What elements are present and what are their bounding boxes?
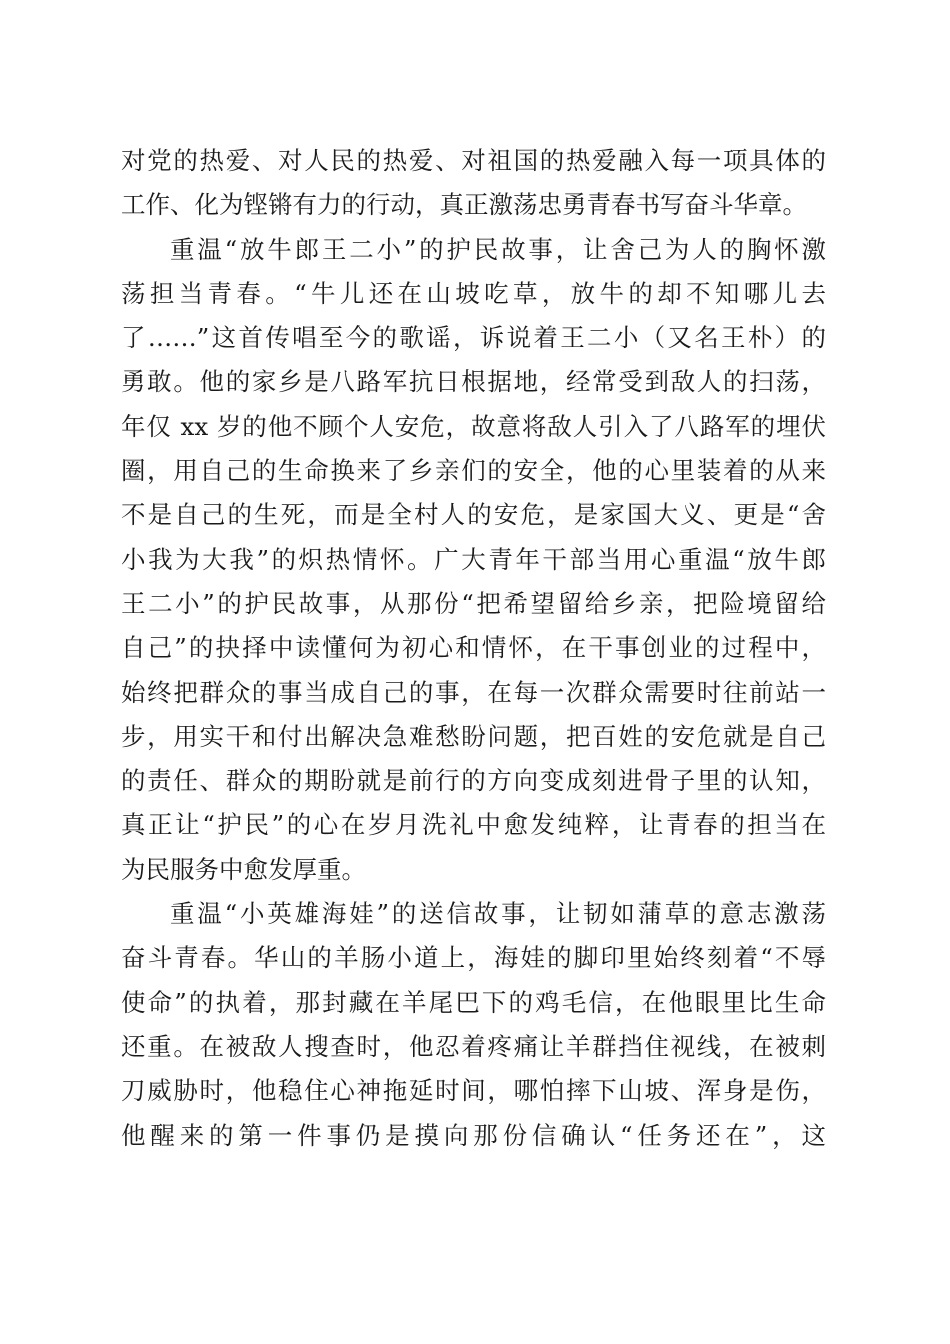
text-line: 真正让“护民”的心在岁月洗礼中愈发纯粹，让青春的担当在 (121, 810, 826, 840)
text-line: 了……”这首传唱至今的歌谣，诉说着王二小（又名王朴）的 (121, 323, 826, 353)
text-line: 重温“小英雄海娃”的送信故事，让韧如蒲草的意志激荡 (170, 899, 826, 929)
text-line: 他醒来的第一件事仍是摸向那份信确认“任务还在”，这 (121, 1120, 826, 1150)
text-line: 步，用实干和付出解决急难愁盼问题，把百姓的安危就是自己 (121, 721, 826, 751)
text-line: 自己”的抉择中读懂何为初心和情怀，在干事创业的过程中， (121, 633, 826, 663)
text-line: 奋斗青春。华山的羊肠小道上，海娃的脚印里始终刻着“不辱 (121, 943, 826, 973)
text-line: 对党的热爱、对人民的热爱、对祖国的热爱融入每一项具体的 (121, 146, 826, 175)
text-line: 还重。在被敌人搜查时，他忍着疼痛让羊群挡住视线，在被刺 (121, 1031, 826, 1061)
text-line: 小我为大我”的炽热情怀。广大青年干部当用心重温“放牛郎 (121, 544, 826, 574)
text-line: 为民服务中愈发厚重。 (121, 854, 366, 884)
text-line: 勇敢。他的家乡是八路军抗日根据地，经常受到敌人的扫荡， (121, 367, 826, 397)
body-text (121, 139, 826, 1158)
text-line: 的责任、群众的期盼就是前行的方向变成刻进骨子里的认知， (121, 766, 826, 796)
text-line: 荡担当青春。“牛儿还在山坡吃草，放牛的却不知哪儿去 (121, 278, 826, 308)
text-line: 使命”的执着，那封藏在羊尾巴下的鸡毛信，在他眼里比生命 (121, 987, 826, 1017)
text-line: 不是自己的生死，而是全村人的安危，是家国大义、更是“舍 (121, 500, 826, 530)
text-line: 刀威胁时，他稳住心神拖延时间，哪怕摔下山坡、浑身是伤， (121, 1076, 826, 1106)
paragraph-3 (121, 892, 826, 1158)
paragraph-1 (121, 139, 826, 228)
paragraph-2 (121, 228, 826, 892)
text-line: 工作、化为铿锵有力的行动，真正激荡忠勇青春书写奋斗华章。 (121, 190, 807, 220)
text-line: 始终把群众的事当成自己的事，在每一次群众需要时往前站一 (121, 677, 826, 707)
text-line: 重温“放牛郎王二小”的护民故事，让舍己为人的胸怀激 (170, 234, 826, 264)
text-line: 圈，用自己的生命换来了乡亲们的安全，他的心里装着的从来 (121, 456, 826, 486)
text-line: 王二小”的护民故事，从那份“把希望留给乡亲，把险境留给 (121, 588, 826, 618)
text-line: 年仅 xx 岁的他不顾个人安危，故意将敌人引入了八路军的埋伏 (121, 411, 826, 441)
